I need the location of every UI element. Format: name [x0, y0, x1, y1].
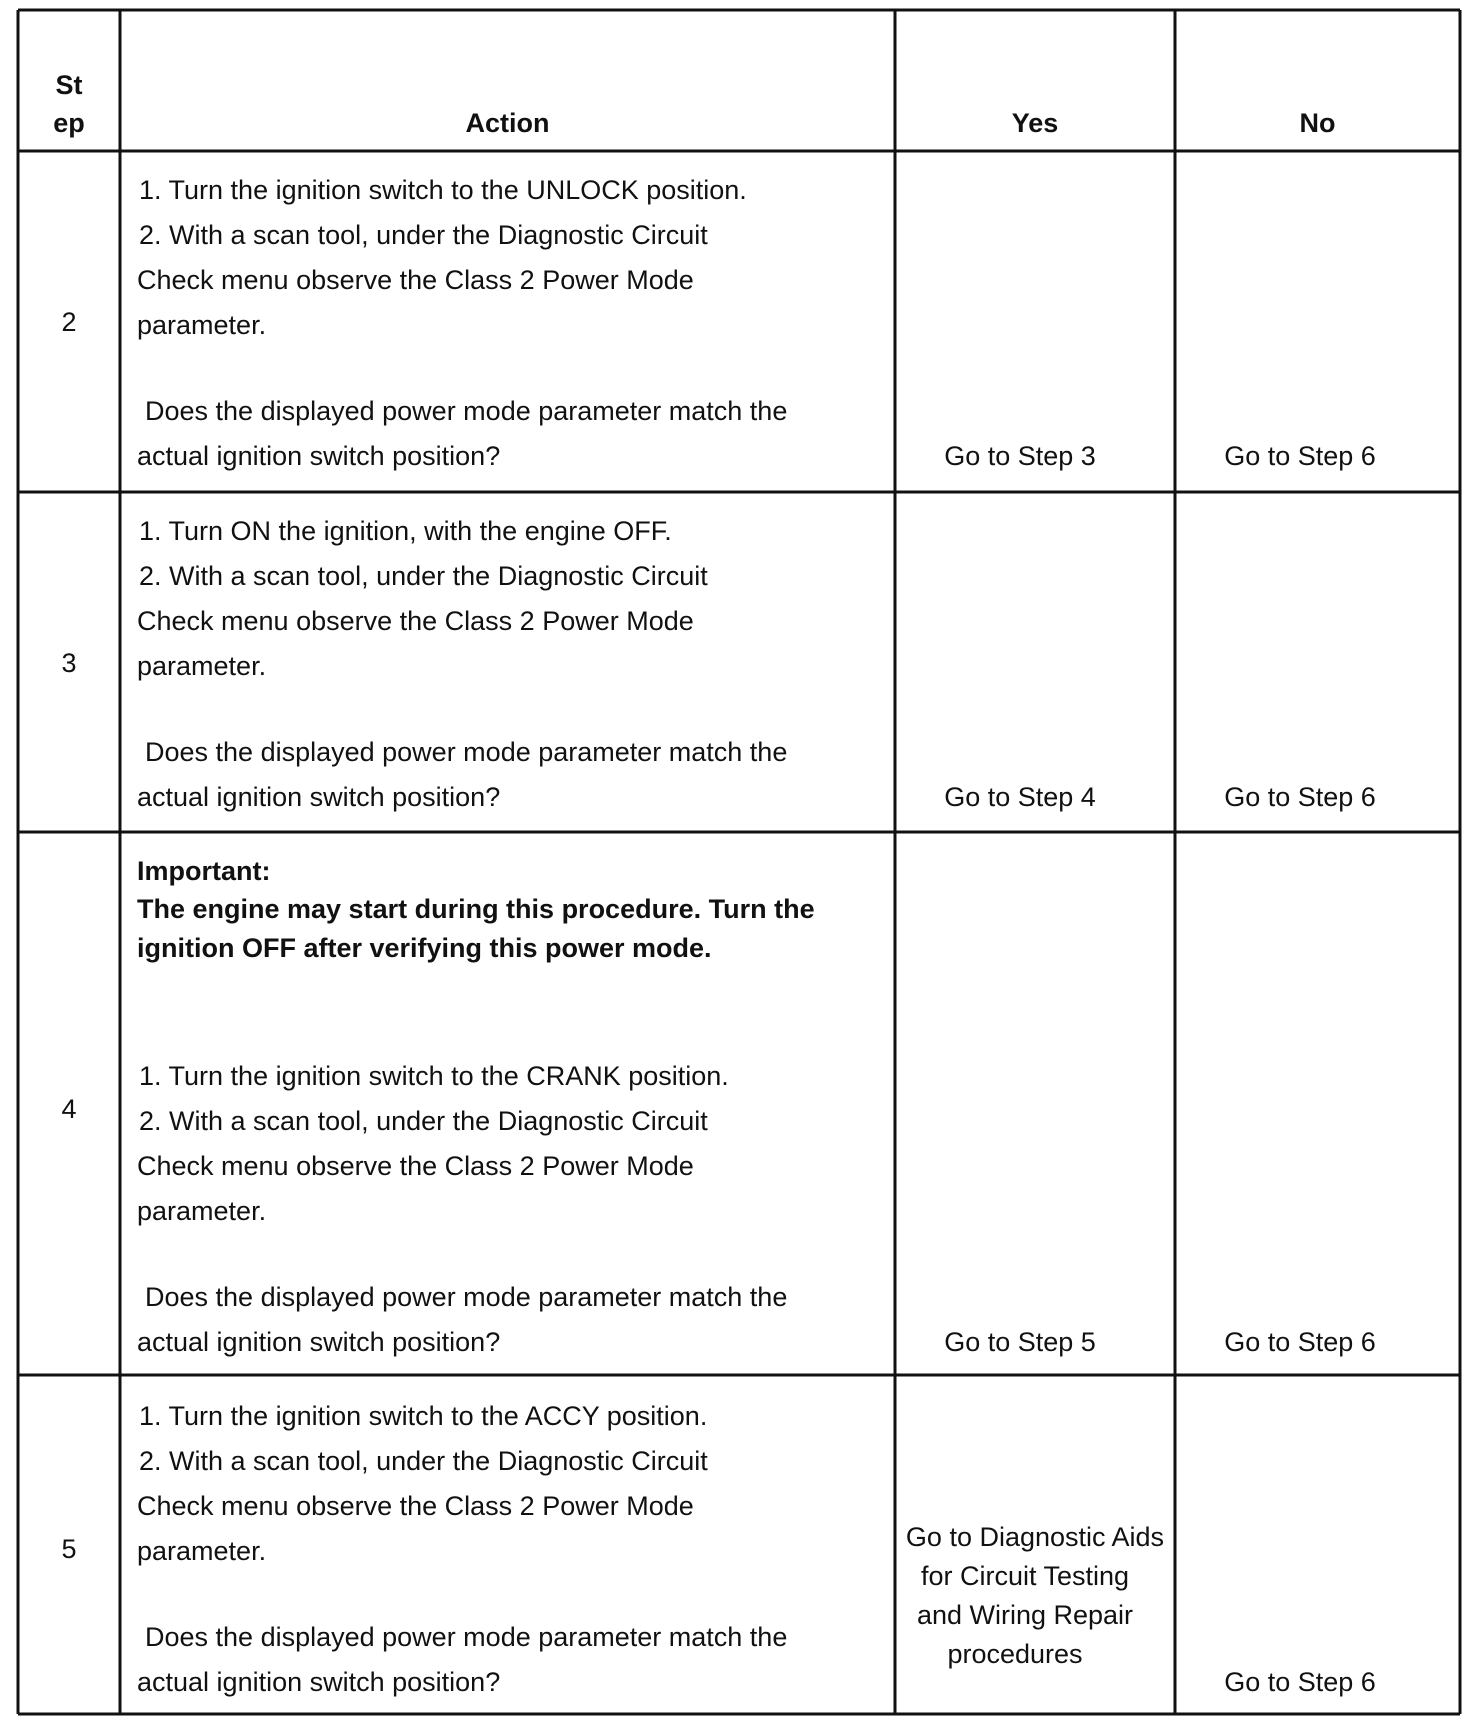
action-item-1: 1. Turn ON the ignition, with the engine OFF.: [139, 516, 672, 546]
header-step-line2: ep: [53, 108, 85, 138]
action-item-1: 1. Turn the ignition switch to the ACCY position.: [139, 1401, 708, 1431]
action-item-2: 2. With a scan tool, under the Diagnostic Circuit: [139, 220, 708, 250]
important-label: Important:: [137, 856, 271, 886]
step-number: 4: [61, 1094, 77, 1124]
yes-result: Go to Step 5: [944, 1327, 1096, 1357]
action-item-2: 2. With a scan tool, under the Diagnostic Circuit: [139, 561, 708, 591]
no-result: Go to Step 6: [1224, 782, 1376, 812]
header-step-line1: St: [55, 70, 83, 100]
action-item-2-cont-2: parameter.: [137, 1536, 267, 1566]
action-question-1: Does the displayed power mode parameter match the: [145, 1282, 788, 1312]
yes-result-line-4: procedures: [947, 1639, 1083, 1669]
step-number: 3: [61, 648, 77, 678]
action-question-1: Does the displayed power mode parameter match the: [145, 737, 788, 767]
action-question-1: Does the displayed power mode parameter match the: [145, 1622, 788, 1652]
header-no: No: [1299, 108, 1336, 138]
yes-result-line-2: for Circuit Testing: [920, 1561, 1130, 1591]
yes-result-line-3: and Wiring Repair: [916, 1600, 1134, 1630]
action-question-2: actual ignition switch position?: [137, 1667, 501, 1697]
action-item-2-cont-2: parameter.: [137, 1196, 267, 1226]
action-item-2: 2. With a scan tool, under the Diagnostic Circuit: [139, 1446, 708, 1476]
no-result: Go to Step 6: [1224, 441, 1376, 471]
action-item-2: 2. With a scan tool, under the Diagnostic Circuit: [139, 1106, 708, 1136]
action-question-2: actual ignition switch position?: [137, 782, 501, 812]
yes-result-line-1: Go to Diagnostic Aids: [905, 1522, 1165, 1552]
action-item-2-cont-1: Check menu observe the Class 2 Power Mode: [137, 265, 694, 295]
action-item-2-cont-1: Check menu observe the Class 2 Power Mode: [137, 1151, 694, 1181]
action-question-2: actual ignition switch position?: [137, 1327, 501, 1357]
important-text-1: The engine may start during this procedure. Turn the: [137, 894, 815, 924]
header-yes: Yes: [1011, 108, 1059, 138]
action-item-2-cont-1: Check menu observe the Class 2 Power Mode: [137, 1491, 694, 1521]
yes-result: Go to Step 4: [944, 782, 1096, 812]
yes-result: Go to Step 3: [944, 441, 1096, 471]
action-question-1: Does the displayed power mode parameter match the: [145, 396, 788, 426]
header-action: Action: [465, 108, 550, 138]
important-text-2: ignition OFF after verifying this power mode.: [137, 933, 712, 963]
no-result: Go to Step 6: [1224, 1327, 1376, 1357]
action-item-1: 1. Turn the ignition switch to the UNLOCK position.: [139, 175, 747, 205]
action-item-2-cont-2: parameter.: [137, 651, 267, 681]
step-number: 2: [61, 307, 77, 337]
action-item-2-cont-1: Check menu observe the Class 2 Power Mode: [137, 606, 694, 636]
no-result: Go to Step 6: [1224, 1667, 1376, 1697]
action-question-2: actual ignition switch position?: [137, 441, 501, 471]
step-number: 5: [61, 1534, 77, 1564]
action-item-1: 1. Turn the ignition switch to the CRANK position.: [139, 1061, 729, 1091]
action-item-2-cont-2: parameter.: [137, 310, 267, 340]
